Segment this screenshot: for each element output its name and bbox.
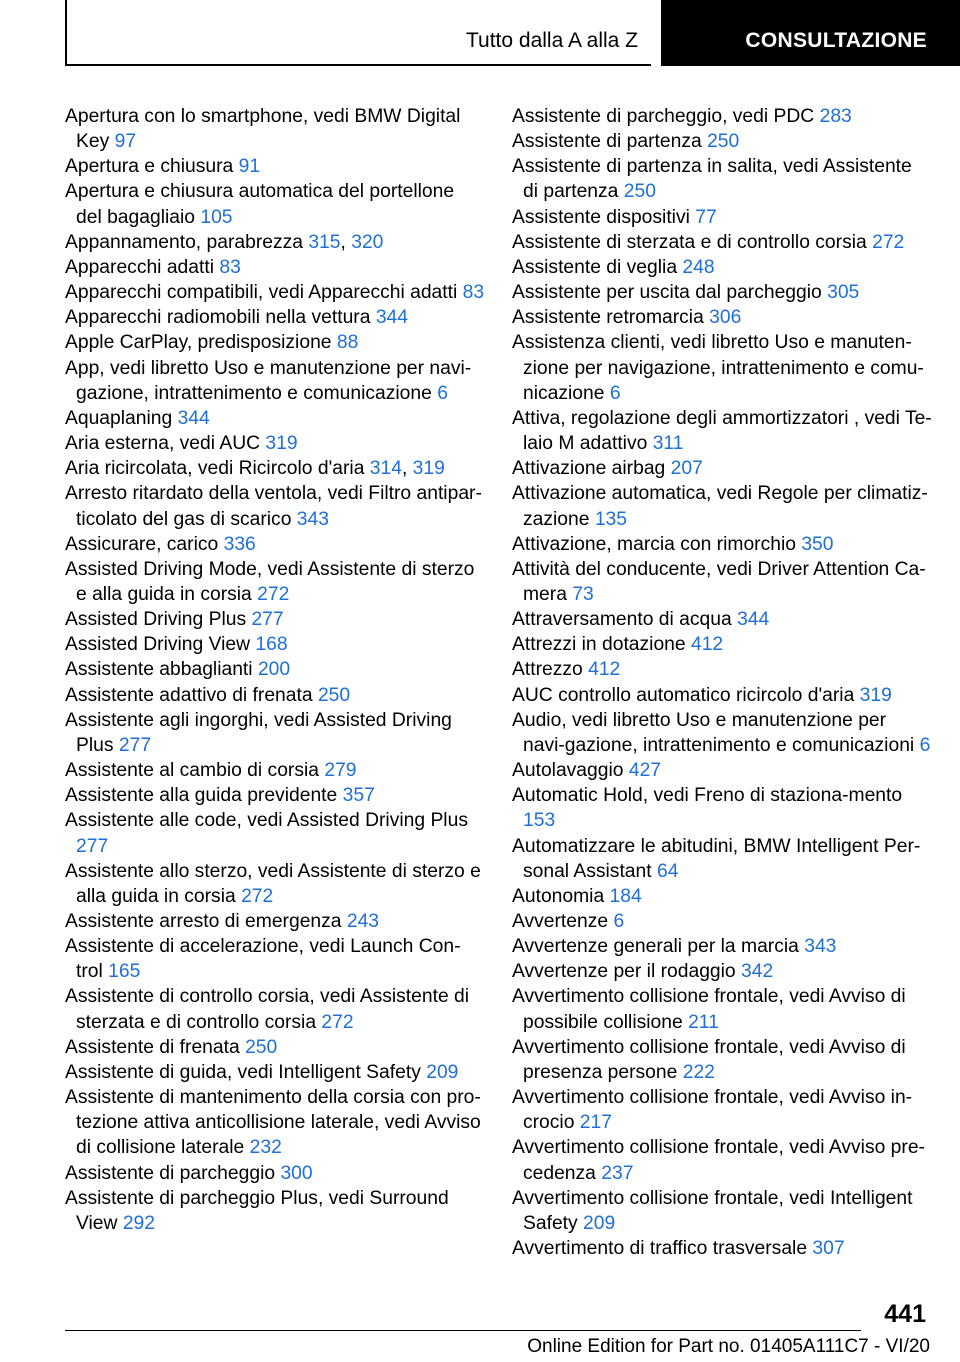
page-reference-link[interactable]: 209 [426, 1061, 459, 1083]
page-reference-link[interactable]: 307 [812, 1238, 845, 1260]
index-entry-text: Assistente per uscita dal parcheggio [512, 282, 828, 304]
index-entry [512, 557, 932, 607]
page-reference-link[interactable]: 88 [336, 332, 359, 354]
index-entry [65, 632, 485, 657]
index-entry-text: Autonomia [512, 885, 610, 907]
page-reference-link[interactable]: 237 [601, 1162, 634, 1184]
index-entry-text: Avvertenze per il rodaggio [512, 961, 742, 983]
index-entry-text: Arresto ritardato della ventola, vedi Filtro antipar‐ticolato del gas di scarico [65, 483, 482, 530]
index-entry-text: Avvertimento collisione frontale, vedi Avviso pre‐cedenza [512, 1137, 925, 1184]
page-reference-link[interactable]: 209 [583, 1212, 616, 1234]
index-entry-text: Assistente di parcheggio, vedi PDC [512, 106, 820, 127]
index-entry-text: Assicurare, carico [65, 533, 224, 555]
index-entry [512, 959, 932, 984]
header-left-rule [65, 0, 67, 66]
index-entry [65, 104, 485, 154]
index-entry [512, 1186, 932, 1236]
index-entry [65, 859, 485, 909]
page-reference-link[interactable]: 6 [919, 734, 931, 756]
page-reference-link[interactable]: 232 [249, 1137, 282, 1159]
index-entry-text: Assistente di sterzata e di controllo corsia [512, 231, 873, 253]
index-entry-text: Autolavaggio [512, 760, 629, 782]
page-reference-link[interactable]: 344 [177, 407, 210, 429]
index-entry [65, 783, 485, 808]
index-entry-text: Assistente di partenza [512, 131, 708, 153]
index-entry [65, 154, 485, 179]
index-entry-text: Attivazione airbag [512, 458, 671, 480]
index-entry [65, 280, 485, 305]
index-entry [512, 1085, 932, 1135]
index-entry-text: Attiva, regolazione degli ammortizzatori , vedi Te‐laio M adattivo [512, 407, 932, 455]
index-entry [65, 406, 485, 431]
index-entry-text: Avvertimento collisione frontale, vedi Intelligent Safety [512, 1187, 913, 1234]
index-entry-text: Apertura e chiusura [65, 156, 239, 178]
index-entry [65, 1161, 485, 1186]
index-entry [512, 280, 932, 305]
index-entry [512, 330, 932, 405]
index-entry-text: Assistente di veglia [512, 256, 683, 278]
index-entry [65, 683, 485, 708]
index-entry [65, 255, 485, 280]
page-reference-link[interactable]: 336 [223, 533, 256, 555]
page-reference-link[interactable]: 279 [324, 760, 357, 782]
index-entry-text: Assistente di parcheggio [65, 1162, 281, 1184]
index-ref-separator: , [401, 458, 413, 480]
index-entry-text: Assistente di mantenimento della corsia con pro‐tezione attiva anticollisione laterale, vedi Avviso di collisione laterale [65, 1087, 481, 1159]
index-entry [512, 1236, 932, 1261]
page-reference-link[interactable]: 342 [741, 961, 774, 983]
index-entry-text: Aria ricircolata, vedi Ricircolo d'aria [65, 458, 370, 480]
index-ref-separator: , [340, 231, 352, 253]
index-entry [65, 984, 485, 1034]
index-entry-text: Assistente adattivo di frenata [65, 684, 318, 706]
index-entry [65, 708, 485, 758]
page-reference-link[interactable]: 412 [690, 634, 724, 656]
page-header [0, 0, 960, 66]
index-entry-text: Assistente retromarcia [512, 307, 710, 329]
index-entry [512, 456, 932, 481]
page-reference-link[interactable]: 83 [462, 282, 485, 304]
page-reference-link[interactable]: 315 [308, 231, 341, 253]
index-entry [512, 758, 932, 783]
index-entry [512, 834, 932, 884]
page-reference-link[interactable]: 311 [652, 433, 684, 455]
index-entry-text: Avvertenze generali per la marcia [512, 936, 805, 958]
index-entry-text: Assistente di controllo corsia, vedi Assistente di sterzata e di controllo corsia [65, 986, 470, 1033]
index-entry-text: Attivazione automatica, vedi Regole per climatiz‐zazione [512, 483, 928, 530]
page-reference-link[interactable]: 272 [872, 231, 905, 253]
index-entry-text: Assistente di guida, vedi Intelligent Safety [65, 1061, 427, 1083]
page-reference-link[interactable]: 83 [219, 256, 241, 278]
footer-edition-note: Online Edition for Part no. 01405A111C7 - VI/20 [527, 1336, 930, 1357]
index-entry [65, 1186, 485, 1236]
page-reference-link[interactable]: 168 [255, 634, 288, 656]
page-reference-link[interactable]: 292 [122, 1212, 155, 1234]
index-entry-text: Apertura con lo smartphone, vedi BMW Digital Key [65, 106, 461, 153]
page-reference-link[interactable]: 272 [257, 583, 290, 605]
index-entry-text: Automatizzare le abitudini, BMW Intelligent Per‐sonal Assistant [512, 835, 921, 882]
index-entry [512, 154, 932, 204]
index-entry [512, 683, 932, 708]
footer-rule [65, 1330, 861, 1331]
page-reference-link[interactable]: 277 [118, 734, 152, 756]
index-entry [512, 406, 932, 456]
header-chapter-tab [661, 0, 960, 66]
index-entry-text: Assisted Driving View [65, 634, 256, 656]
index-entry-text: Assistente di parcheggio Plus, vedi Surround View [65, 1187, 449, 1234]
page-number: 441 [884, 1300, 926, 1328]
index-entry-text: Assistente di frenata [65, 1036, 246, 1058]
page-reference-link[interactable]: 283 [819, 106, 852, 127]
page-reference-link[interactable]: 300 [280, 1162, 313, 1184]
index-entry [512, 481, 932, 531]
index-entry-text: Apertura e chiusura automatica del portellone del bagagliaio [65, 181, 455, 228]
page-reference-link[interactable]: 73 [572, 583, 594, 605]
index-entry [512, 884, 932, 909]
index-entry-text: Assistente dispositivi [512, 206, 696, 228]
page-reference-link[interactable]: 6 [613, 911, 625, 932]
page-reference-link[interactable]: 135 [594, 508, 627, 530]
index-entry [512, 783, 932, 833]
page-reference-link[interactable]: 248 [682, 256, 715, 278]
index-entry-text: Assistente abbaglianti [65, 659, 258, 681]
page-reference-link[interactable]: 250 [623, 181, 656, 203]
index-entry-text: Assistente di accelerazione, vedi Launch Con‐trol [65, 936, 461, 983]
page-reference-link[interactable]: 306 [709, 307, 742, 329]
index-entry-text: Assistente alle code, vedi Assisted Driving Plus [65, 810, 468, 832]
index-entry-text: Avvertimento collisione frontale, vedi Avviso di possibile collisione [512, 986, 906, 1033]
index-entry [65, 330, 485, 355]
page-reference-link[interactable]: 77 [695, 206, 717, 228]
page-reference-link[interactable]: 350 [801, 533, 834, 555]
index-entry-text: Assisted Driving Plus [65, 609, 252, 631]
page-reference-link[interactable]: 200 [257, 659, 291, 681]
index-entry [512, 532, 932, 557]
page-reference-link[interactable]: 305 [827, 282, 860, 304]
index-entry [65, 481, 485, 531]
page-reference-link[interactable]: 165 [108, 961, 141, 983]
page-reference-link[interactable]: 272 [321, 1011, 354, 1033]
index-entry [65, 1060, 485, 1085]
index-entry [65, 305, 485, 330]
index-entry-text: Attraversamento di acqua [512, 609, 738, 631]
page-reference-link[interactable]: 314 [369, 458, 402, 480]
index-entry [512, 1135, 932, 1185]
index-entry-text: Aria esterna, vedi AUC [65, 433, 266, 455]
page-reference-link[interactable]: 272 [241, 885, 274, 907]
index-entry [65, 1085, 485, 1160]
page-reference-link[interactable]: 357 [342, 785, 375, 807]
index-entry-text: Automatic Hold, vedi Freno di staziona‐mento [512, 785, 903, 807]
index-entry [65, 657, 485, 682]
index-entry-text: Assistente allo sterzo, vedi Assistente di sterzo e alla guida in corsia [65, 860, 481, 907]
page-reference-link[interactable]: 319 [412, 458, 445, 480]
page-reference-link[interactable]: 64 [656, 860, 679, 882]
page-reference-link[interactable]: 320 [351, 231, 384, 253]
index-entry-text: Attrezzi in dotazione [512, 634, 691, 656]
index-entry-text: Assistenza clienti, vedi libretto Uso e manuten‐zione per navigazione, intrattenimento e comu‐nicazione [512, 332, 924, 404]
index-entry [512, 129, 932, 154]
index-entry-text: Attività del conducente, vedi Driver Attention Ca‐mera [512, 558, 926, 605]
page-reference-link[interactable]: 105 [200, 206, 233, 228]
header-section-title: Tutto dalla A alla Z [466, 29, 638, 52]
page-reference-link[interactable]: 277 [251, 609, 284, 631]
page-reference-link[interactable]: 6 [609, 382, 621, 404]
index-entry-text: Avvertenze [512, 911, 614, 932]
index-entry-text: Assistente di partenza in salita, vedi Assistente di partenza [512, 156, 912, 203]
page-reference-link[interactable]: 319 [265, 433, 298, 455]
page-reference-link[interactable]: 153 [523, 810, 556, 832]
index-entry-text: Apparecchi adatti [65, 256, 220, 278]
index-entry [65, 808, 485, 858]
page-reference-link[interactable]: 344 [737, 609, 770, 631]
page-reference-link[interactable]: 319 [859, 684, 892, 706]
index-entry [65, 607, 485, 632]
index-column-left [65, 104, 485, 1236]
header-chapter-label: CONSULTAZIONE [745, 29, 927, 52]
index-entry [512, 632, 932, 657]
index-entry-text: Assistente agli ingorghi, vedi Assisted Driving Plus [65, 709, 452, 756]
index-entry [512, 305, 932, 330]
page-reference-link[interactable]: 343 [804, 936, 837, 958]
index-entry-text: Avvertimento collisione frontale, vedi Avviso di presenza persone [512, 1036, 906, 1083]
index-entry [512, 255, 932, 280]
page-reference-link[interactable]: 217 [579, 1112, 612, 1134]
page-reference-link[interactable]: 222 [682, 1061, 715, 1083]
index-entry [65, 230, 485, 255]
index-entry [65, 909, 485, 934]
index-entry [512, 1035, 932, 1085]
index-entry-text: Avvertimento collisione frontale, vedi Avviso in‐crocio [512, 1087, 913, 1134]
page-reference-link[interactable]: 243 [346, 911, 380, 932]
index-entry-text: Aquaplaning [65, 407, 178, 429]
index-entry-text: Assistente al cambio di corsia [65, 760, 325, 782]
index-entry [65, 356, 485, 406]
index-entry [512, 230, 932, 255]
index-entry [512, 205, 932, 230]
index-entry [512, 984, 932, 1034]
page-reference-link[interactable]: 207 [670, 458, 703, 480]
index-entry [512, 607, 932, 632]
index-entry-text: Assisted Driving Mode, vedi Assistente di sterzo e alla guida in corsia [65, 558, 475, 605]
index-entry-text: AUC controllo automatico ricircolo d'aria [512, 684, 860, 706]
index-entry-text: Apple CarPlay, predisposizione [65, 332, 337, 354]
page-reference-link[interactable]: 427 [628, 760, 662, 782]
index-entry-text: Apparecchi compatibili, vedi Apparecchi adatti [65, 282, 463, 304]
page-reference-link[interactable]: 250 [245, 1036, 278, 1058]
header-bottom-rule [65, 64, 651, 66]
page-reference-link[interactable]: 184 [609, 885, 642, 907]
index-entry [512, 657, 932, 682]
index-entry [65, 557, 485, 607]
page-reference-link[interactable]: 211 [688, 1011, 719, 1033]
page-reference-link[interactable]: 344 [375, 307, 408, 329]
index-entry [65, 456, 485, 481]
index-entry [65, 934, 485, 984]
page-reference-link[interactable]: 343 [296, 508, 329, 530]
index-entry [65, 1035, 485, 1060]
page-reference-link[interactable]: 6 [437, 382, 448, 404]
page-reference-link[interactable]: 250 [707, 131, 740, 153]
index-entry-text: Avvertimento di traffico trasversale [512, 1238, 813, 1260]
index-entry-text: Assistente arresto di emergenza [65, 911, 347, 932]
index-entry-text: Attivazione, marcia con rimorchio [512, 533, 802, 555]
index-entry-text: Apparecchi radiomobili nella vettura [65, 307, 376, 329]
index-entry [512, 934, 932, 959]
index-entry-text: Appannamento, parabrezza [65, 231, 309, 253]
index-entry-text: Assistente alla guida previdente [65, 785, 343, 807]
page-reference-link[interactable]: 91 [238, 156, 261, 178]
index-entry [65, 179, 485, 229]
page-reference-link[interactable]: 97 [114, 131, 137, 153]
index-entry-text: Audio, vedi libretto Uso e manutenzione per navi‐gazione, intrattenimento e comunicazioni [512, 709, 920, 756]
index-entry [512, 708, 932, 758]
index-entry-text: App, vedi libretto Uso e manutenzione per navi‐gazione, intrattenimento e comunicazione [65, 357, 472, 404]
page-reference-link[interactable]: 277 [76, 835, 109, 857]
page-reference-link[interactable]: 412 [588, 659, 621, 681]
index-entry [65, 532, 485, 557]
index-entry [512, 909, 932, 934]
index-entry [65, 431, 485, 456]
index-column-right [512, 104, 932, 1261]
index-entry [65, 758, 485, 783]
page-reference-link[interactable]: 250 [317, 684, 351, 706]
index-entry-text: Attrezzo [512, 659, 589, 681]
index-entry [512, 104, 932, 129]
